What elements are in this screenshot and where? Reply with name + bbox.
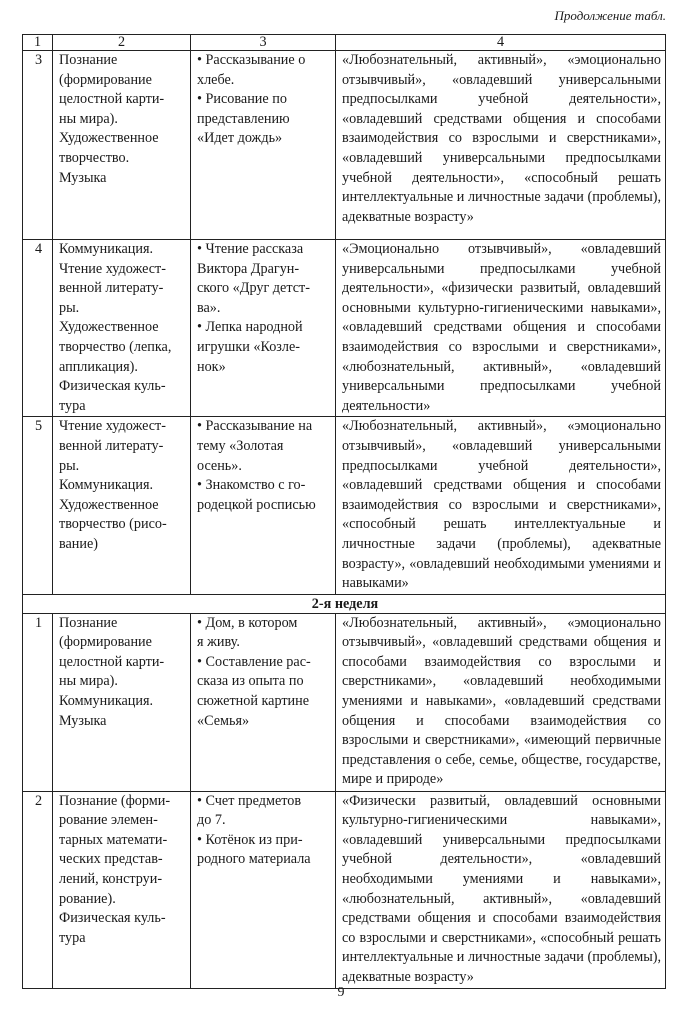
area-line: ны мира). xyxy=(59,673,118,690)
column-header-1: 1 xyxy=(23,35,53,51)
activity-line: • Знакомство с го- xyxy=(197,477,306,494)
row-number: 1 xyxy=(23,613,53,791)
area-line: Физическая куль- xyxy=(59,910,166,927)
row-number: 2 xyxy=(23,791,53,988)
area-line: ры. xyxy=(59,457,80,474)
page-number: 9 xyxy=(337,985,345,1000)
table-row xyxy=(23,417,666,594)
activity-line: • Рассказывание на xyxy=(197,418,313,435)
area-line: Художественное xyxy=(59,319,159,336)
activity-line: • Котёнок из при- xyxy=(197,831,303,848)
activity-line: тему «Золотая xyxy=(197,437,284,454)
area-line: тарных математи- xyxy=(59,831,168,848)
area-line: Музыка xyxy=(59,712,107,729)
educational-areas-cell xyxy=(53,51,191,240)
activity-line: • Дом, в котором xyxy=(197,614,298,631)
educational-areas-cell xyxy=(53,613,191,791)
area-line: венной литерату- xyxy=(59,437,164,454)
activities-cell xyxy=(191,240,336,417)
educational-areas-cell xyxy=(53,417,191,594)
area-line: Музыка xyxy=(59,169,107,186)
activity-line: • Рисование по xyxy=(197,91,287,108)
activity-line: Виктора Драгун- xyxy=(197,260,300,277)
continuation-label: Продолжение табл. xyxy=(554,8,666,23)
area-line: Физическая куль- xyxy=(59,378,166,395)
activity-line: • Лепка народной xyxy=(197,319,303,336)
activity-line: родного материала xyxy=(197,851,311,868)
activity-line: «Семья» xyxy=(197,712,250,729)
table-row xyxy=(23,51,666,240)
column-header-2: 2 xyxy=(53,35,191,51)
activity-line: ва». xyxy=(197,299,221,316)
educational-areas-cell xyxy=(53,240,191,417)
activity-line: сюжетной картине xyxy=(197,693,310,710)
area-line: Коммуникация. xyxy=(59,477,154,494)
table-row xyxy=(23,613,666,791)
activities-cell xyxy=(191,791,336,988)
activity-line: я живу. xyxy=(197,634,240,651)
area-line: Познание xyxy=(59,52,118,68)
area-line: Коммуникация. xyxy=(59,693,154,710)
activity-line: сказа из опыта по xyxy=(197,673,304,690)
area-line: творчество (лепка, xyxy=(59,338,172,355)
area-line: (формирование xyxy=(59,634,152,651)
area-line: Познание xyxy=(59,614,118,631)
area-line: Чтение художест- xyxy=(59,418,166,435)
activity-line: осень». xyxy=(197,457,242,474)
area-line: целостной карти- xyxy=(59,91,165,108)
area-line: ческих представ- xyxy=(59,851,163,868)
integrative-qualities-cell: «Физически развитый, овладевший основными культурно-гигиеническими навыками», «овладевший универсальными предпосылками учебной деятельности», «овладевший необходимыми умениями и навыками», «любознательный, активный», «овладевший средствами общения и способами взаимодействия со взрослыми и сверстниками», «способный решать интеллектуальные и личностные задачи (проблемы), адекватные возрасту» xyxy=(336,791,666,988)
area-line: вание) xyxy=(59,535,99,552)
area-line: творчество. xyxy=(59,149,130,166)
area-line: ны мира). xyxy=(59,110,118,127)
activity-line: до 7. xyxy=(197,812,226,829)
area-line: Познание (форми- xyxy=(59,792,171,809)
table-row xyxy=(23,240,666,417)
activity-line: представлению xyxy=(197,110,290,127)
area-line: Чтение художест- xyxy=(59,260,166,277)
area-line: Художественное xyxy=(59,130,159,147)
educational-areas-cell xyxy=(53,791,191,988)
area-line: творчество (рисо- xyxy=(59,516,167,533)
activity-line: «Идет дождь» xyxy=(197,130,283,147)
area-line: тура xyxy=(59,397,86,414)
area-line: рование элемен- xyxy=(59,812,158,829)
table-header-row xyxy=(23,35,666,51)
activity-line: родецкой росписью xyxy=(197,496,316,513)
activity-line: • Чтение рассказа xyxy=(197,241,304,257)
integrative-qualities-cell: «Эмоционально отзывчивый», «овладевший универсальными предпосылками учебной деятельности», «физически развитый, овладевший основными культурно-гигиеническими навыками», «овладевший средствами общения и способами взаимодействия со взрослыми и сверстниками», «любознательный, активный», «овладевший универсальными предпосылками учебной деятельности» xyxy=(336,240,666,417)
area-line: ры. xyxy=(59,299,80,316)
area-line: аппликация). xyxy=(59,358,138,375)
integrative-qualities-cell: «Любознательный, активный», «эмоционально отзывчивый», «овладевший универсальными предпосылками учебной деятельности», «овладевший средствами общения и способами взаимодействия со взрослыми и сверстниками», «овладевший универсальными предпосылками учебной деятельности», «способный решать интеллектуальные и личностные задачи (проблемы), адекватные возрасту» xyxy=(336,51,666,240)
activity-line: • Рассказывание о xyxy=(197,52,306,68)
area-line: рование). xyxy=(59,890,116,907)
area-line: лений, конструи- xyxy=(59,871,163,888)
row-number: 4 xyxy=(23,240,53,417)
activity-line: хлебе. xyxy=(197,71,235,88)
activity-line: • Счет предметов xyxy=(197,792,302,809)
area-line: Художественное xyxy=(59,496,159,513)
activity-line: ского «Друг детст- xyxy=(197,280,310,297)
area-line: целостной карти- xyxy=(59,653,165,670)
activity-line: нок» xyxy=(197,358,226,375)
column-header-3: 3 xyxy=(191,35,336,51)
week-label: 2-я неделя xyxy=(23,594,666,613)
area-line: (формирование xyxy=(59,71,152,88)
row-number: 5 xyxy=(23,417,53,594)
integrative-qualities-cell: «Любознательный, активный», «эмоционально отзывчивый», «овладевший средствами общения и способами взаимодействия со взрослыми и сверстниками», «овладевший необходимыми умениями и навыками», «овладевший средствами общения и способами взаимодействия со взрослыми и сверстниками», «имеющий первичные представления о себе, семье, обществе, государстве, мире и природе» xyxy=(336,613,666,791)
lesson-plan-table xyxy=(22,34,666,989)
activity-line: игрушки «Козле- xyxy=(197,338,301,355)
activities-cell xyxy=(191,51,336,240)
area-line: венной литерату- xyxy=(59,280,164,297)
area-line: тура xyxy=(59,929,86,946)
activities-cell xyxy=(191,417,336,594)
table-row xyxy=(23,791,666,988)
activities-cell xyxy=(191,613,336,791)
activity-line: • Составление рас- xyxy=(197,653,311,670)
row-number: 3 xyxy=(23,51,53,240)
week-separator-row xyxy=(23,594,666,613)
column-header-4: 4 xyxy=(336,35,666,51)
area-line: Коммуникация. xyxy=(59,241,154,257)
integrative-qualities-cell: «Любознательный, активный», «эмоционально отзывчивый», «овладевший универсальными предпосылками учебной деятельности», «овладевший средствами общения и способами взаимодействия со взрослыми и сверстниками», «способный решать интеллектуальные и личностные задачи (проблемы), адекватные возрасту», «овладевший необходимыми умениями и навыками» xyxy=(336,417,666,594)
